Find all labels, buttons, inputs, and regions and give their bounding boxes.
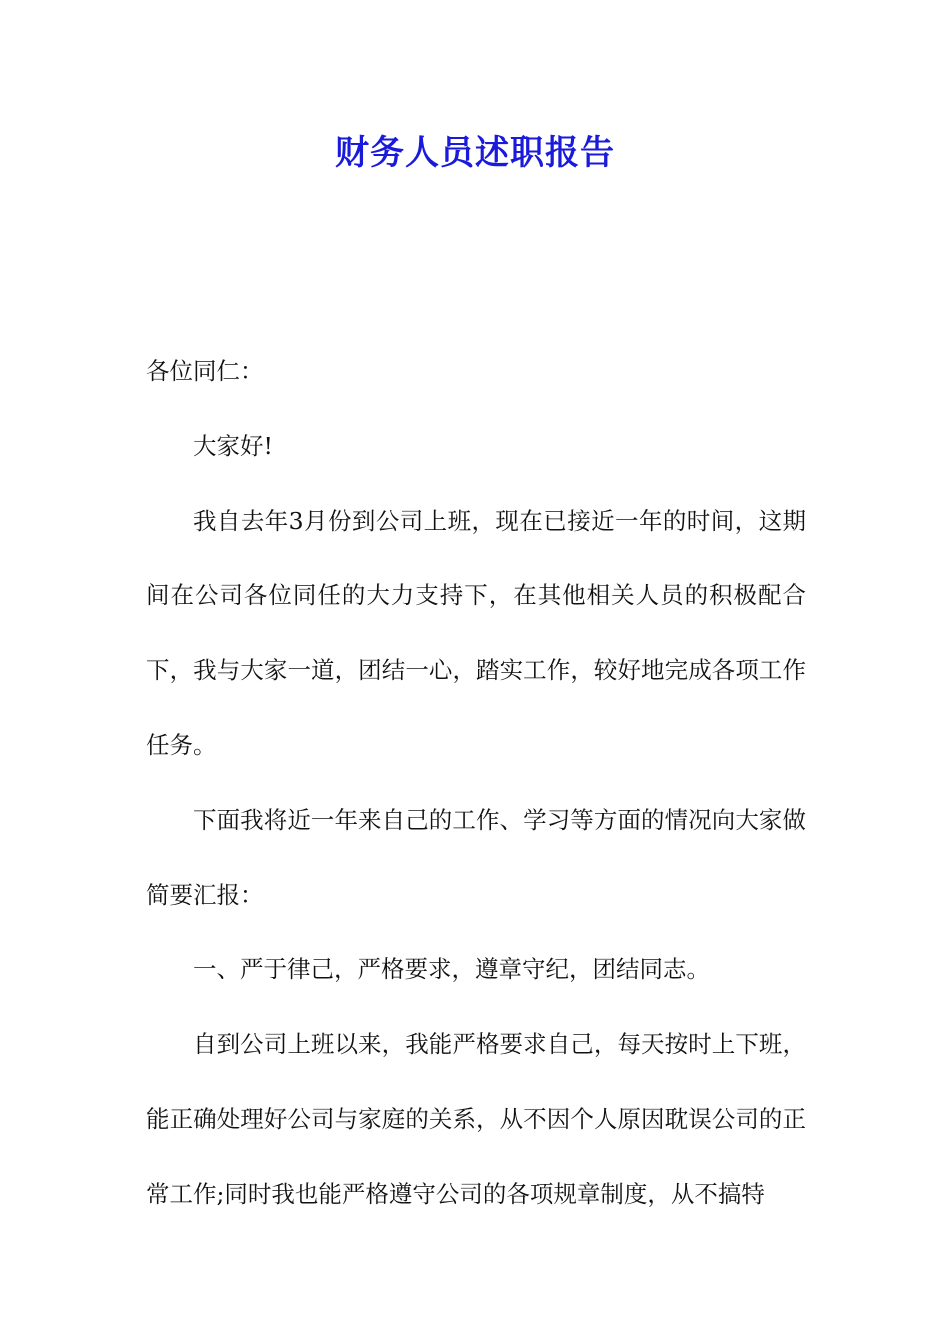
- document-title: 财务人员述职报告: [335, 133, 615, 173]
- document-body: [146, 334, 806, 1232]
- salutation: 各位同仁：: [146, 357, 264, 385]
- section-heading-1: 一、严于律己，严格要求，遵章守纪，团结同志。: [193, 955, 710, 984]
- greeting: 大家好!: [193, 431, 273, 460]
- paragraph-report-lead: 下面我将近一年来自己的工作、学习等方面的情况向大家做简要汇报：: [146, 805, 806, 909]
- paragraph-section-1: 自到公司上班以来，我能严格要求自己，每天按时上下班，能正确处理好公司与家庭的关系，从不因个人原因耽误公司的正常工作;同时我也能严格遵守公司的各项规章制度，从不搞特: [146, 1030, 806, 1208]
- paragraph-intro: 我自去年3月份到公司上班，现在已接近一年的时间，这期间在公司各位同任的大力支持下，在其他相关人员的积极配合下，我与大家一道，团结一心，踏实工作，较好地完成各项工作任务。: [146, 506, 806, 759]
